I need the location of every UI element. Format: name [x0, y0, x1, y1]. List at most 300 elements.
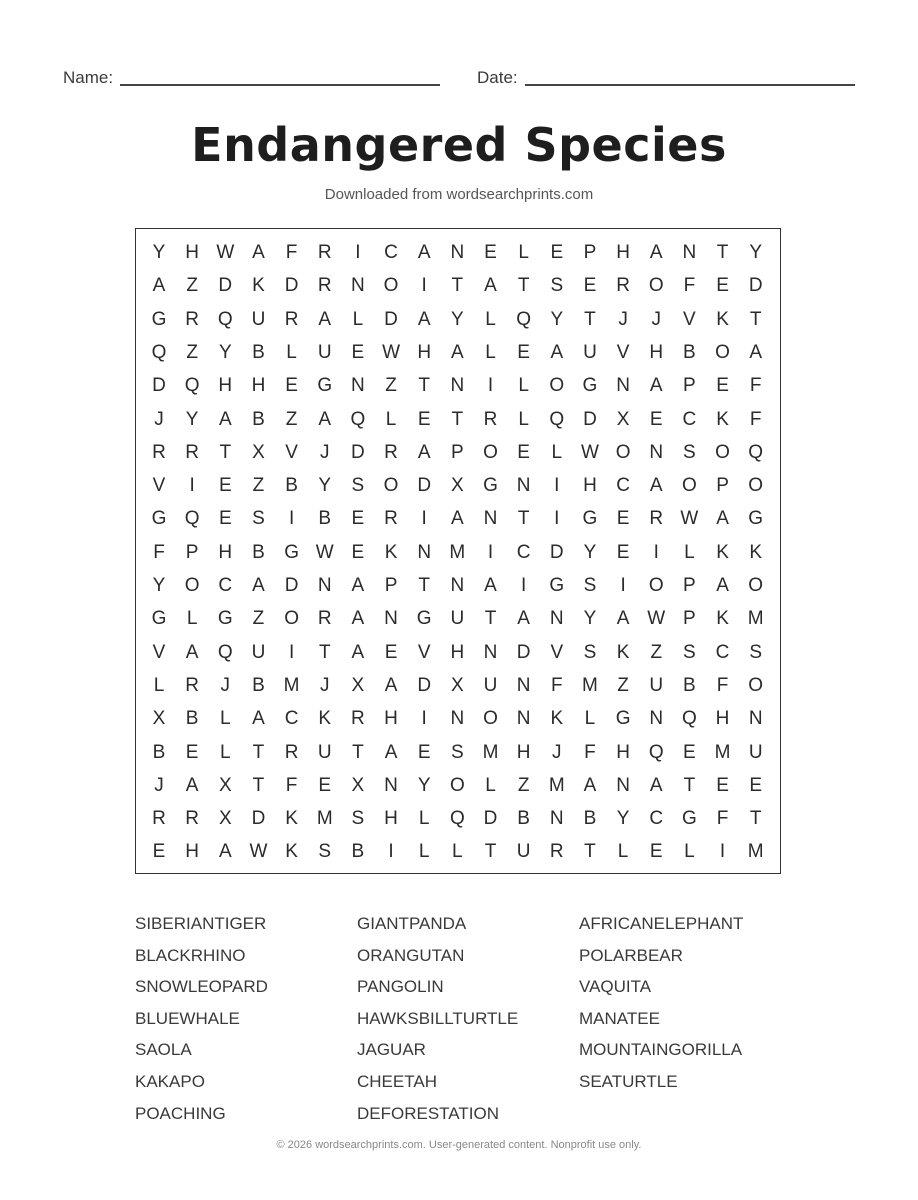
- grid-letter[interactable]: E: [484, 242, 497, 263]
- grid-letter[interactable]: R: [185, 808, 199, 830]
- grid-letter[interactable]: G: [151, 508, 167, 530]
- grid-letter[interactable]: N: [483, 641, 498, 663]
- grid-letter[interactable]: M: [283, 674, 300, 696]
- grid-letter[interactable]: P: [716, 475, 729, 497]
- grid-letter[interactable]: I: [487, 541, 494, 563]
- grid-letter[interactable]: L: [418, 808, 430, 830]
- grid-letter[interactable]: L: [518, 242, 529, 263]
- grid-letter[interactable]: J: [154, 408, 164, 430]
- grid-letter[interactable]: G: [151, 308, 167, 330]
- grid-letter[interactable]: D: [152, 375, 166, 397]
- grid-letter[interactable]: V: [152, 475, 166, 497]
- grid-letter[interactable]: Q: [748, 441, 764, 463]
- grid-letter[interactable]: N: [417, 541, 432, 563]
- grid-letter[interactable]: G: [416, 608, 432, 630]
- grid-letter[interactable]: R: [549, 841, 564, 863]
- grid-letter[interactable]: G: [317, 375, 333, 397]
- grid-letter[interactable]: V: [616, 341, 630, 363]
- grid-letter[interactable]: J: [220, 674, 231, 696]
- grid-letter[interactable]: N: [351, 275, 365, 297]
- grid-letter[interactable]: G: [582, 508, 598, 530]
- grid-letter[interactable]: T: [584, 841, 596, 863]
- grid-letter[interactable]: R: [616, 275, 630, 297]
- grid-letter[interactable]: Q: [217, 641, 233, 663]
- grid-letter[interactable]: X: [152, 708, 166, 730]
- grid-letter[interactable]: B: [252, 541, 265, 563]
- grid-letter[interactable]: I: [521, 575, 527, 596]
- grid-letter[interactable]: G: [549, 575, 565, 596]
- grid-letter[interactable]: L: [153, 674, 165, 696]
- grid-letter[interactable]: K: [716, 408, 729, 430]
- grid-letter[interactable]: I: [653, 541, 659, 563]
- grid-letter[interactable]: N: [616, 375, 630, 397]
- grid-letter[interactable]: A: [351, 608, 365, 630]
- grid-letter[interactable]: S: [351, 808, 365, 830]
- grid-letter[interactable]: S: [683, 641, 696, 663]
- grid-letter[interactable]: N: [384, 608, 398, 630]
- grid-letter[interactable]: A: [351, 641, 365, 663]
- grid-letter[interactable]: F: [716, 808, 729, 830]
- grid-letter[interactable]: S: [749, 641, 763, 663]
- grid-letter[interactable]: Y: [616, 808, 630, 830]
- grid-letter[interactable]: M: [582, 674, 598, 696]
- grid-letter[interactable]: T: [451, 408, 464, 430]
- grid-letter[interactable]: H: [384, 708, 398, 730]
- grid-letter[interactable]: N: [450, 375, 465, 397]
- grid-letter[interactable]: M: [482, 741, 499, 763]
- grid-letter[interactable]: D: [583, 408, 597, 430]
- grid-letter[interactable]: C: [516, 541, 531, 563]
- grid-letter[interactable]: E: [218, 508, 232, 530]
- grid-letter[interactable]: E: [218, 475, 232, 497]
- grid-letter[interactable]: T: [252, 774, 265, 796]
- grid-letter[interactable]: D: [284, 575, 299, 596]
- grid-letter[interactable]: T: [352, 741, 364, 763]
- grid-letter[interactable]: W: [580, 441, 599, 463]
- grid-letter[interactable]: L: [584, 708, 596, 730]
- grid-letter[interactable]: U: [317, 341, 332, 363]
- grid-letter[interactable]: B: [252, 341, 265, 363]
- grid-letter[interactable]: E: [185, 741, 199, 763]
- grid-letter[interactable]: S: [683, 441, 696, 463]
- grid-letter[interactable]: F: [285, 774, 298, 796]
- grid-letter[interactable]: I: [554, 508, 560, 530]
- grid-letter[interactable]: A: [583, 774, 597, 796]
- grid-letter[interactable]: Z: [252, 608, 265, 630]
- grid-letter[interactable]: T: [219, 441, 232, 463]
- grid-letter[interactable]: W: [647, 608, 666, 630]
- grid-letter[interactable]: L: [551, 441, 563, 463]
- grid-letter[interactable]: N: [682, 242, 697, 263]
- grid-letter[interactable]: R: [284, 741, 299, 763]
- grid-letter[interactable]: H: [583, 475, 597, 497]
- grid-letter[interactable]: A: [517, 608, 530, 630]
- grid-letter[interactable]: H: [715, 708, 730, 730]
- grid-letter[interactable]: E: [683, 741, 696, 763]
- grid-letter[interactable]: D: [549, 541, 564, 563]
- grid-letter[interactable]: O: [748, 674, 764, 696]
- grid-letter[interactable]: U: [251, 641, 266, 663]
- grid-letter[interactable]: K: [318, 708, 332, 730]
- grid-letter[interactable]: Z: [285, 408, 298, 430]
- grid-letter[interactable]: N: [748, 708, 763, 730]
- grid-letter[interactable]: O: [549, 375, 565, 397]
- grid-letter[interactable]: E: [351, 341, 365, 363]
- grid-letter[interactable]: R: [185, 441, 199, 463]
- grid-letter[interactable]: G: [217, 608, 233, 630]
- grid-letter[interactable]: U: [483, 674, 498, 696]
- grid-letter[interactable]: J: [320, 441, 330, 463]
- grid-letter[interactable]: Q: [516, 308, 532, 330]
- grid-letter[interactable]: K: [716, 308, 729, 330]
- grid-letter[interactable]: B: [185, 708, 199, 730]
- grid-letter[interactable]: L: [452, 841, 463, 863]
- grid-letter[interactable]: D: [384, 308, 398, 330]
- grid-letter[interactable]: F: [749, 408, 762, 430]
- grid-letter[interactable]: H: [516, 741, 531, 763]
- grid-letter[interactable]: L: [684, 541, 695, 563]
- grid-letter[interactable]: E: [716, 774, 729, 796]
- grid-letter[interactable]: A: [417, 308, 431, 330]
- grid-letter[interactable]: P: [683, 608, 696, 630]
- grid-letter[interactable]: A: [384, 741, 398, 763]
- grid-letter[interactable]: O: [483, 708, 498, 730]
- grid-letter[interactable]: A: [185, 774, 199, 796]
- grid-letter[interactable]: D: [417, 475, 432, 497]
- grid-letter[interactable]: A: [484, 575, 497, 596]
- grid-letter[interactable]: I: [288, 641, 295, 663]
- grid-letter[interactable]: O: [184, 575, 200, 596]
- grid-letter[interactable]: S: [451, 741, 464, 763]
- grid-letter[interactable]: I: [487, 375, 494, 397]
- grid-letter[interactable]: M: [747, 608, 764, 630]
- grid-letter[interactable]: C: [682, 408, 697, 430]
- grid-letter[interactable]: D: [483, 808, 498, 830]
- grid-letter[interactable]: P: [583, 242, 597, 263]
- grid-letter[interactable]: N: [549, 808, 564, 830]
- grid-letter[interactable]: A: [417, 242, 431, 263]
- grid-letter[interactable]: C: [284, 708, 299, 730]
- grid-letter[interactable]: B: [517, 808, 530, 830]
- grid-letter[interactable]: A: [152, 275, 166, 297]
- grid-letter[interactable]: A: [351, 575, 365, 596]
- grid-letter[interactable]: N: [450, 575, 465, 596]
- grid-letter[interactable]: H: [218, 541, 233, 563]
- grid-letter[interactable]: B: [252, 408, 265, 430]
- grid-letter[interactable]: A: [649, 375, 663, 397]
- grid-letter[interactable]: T: [517, 508, 530, 530]
- grid-letter[interactable]: R: [317, 242, 332, 263]
- grid-letter[interactable]: V: [285, 441, 298, 463]
- grid-letter[interactable]: I: [388, 841, 394, 863]
- grid-letter[interactable]: Q: [648, 741, 664, 763]
- grid-letter[interactable]: Q: [184, 375, 200, 397]
- grid-letter[interactable]: W: [315, 541, 334, 563]
- grid-letter[interactable]: S: [351, 475, 365, 497]
- grid-letter[interactable]: G: [682, 808, 697, 830]
- grid-letter[interactable]: G: [284, 541, 299, 563]
- grid-letter[interactable]: N: [450, 242, 465, 263]
- grid-letter[interactable]: V: [683, 308, 696, 330]
- grid-letter[interactable]: N: [450, 708, 465, 730]
- grid-letter[interactable]: R: [152, 441, 166, 463]
- grid-letter[interactable]: X: [451, 475, 464, 497]
- grid-letter[interactable]: K: [749, 541, 763, 563]
- grid-letter[interactable]: B: [683, 341, 696, 363]
- grid-letter[interactable]: D: [351, 441, 365, 463]
- grid-letter[interactable]: N: [649, 441, 664, 463]
- grid-letter[interactable]: D: [748, 275, 763, 297]
- grid-letter[interactable]: R: [284, 308, 299, 330]
- grid-letter[interactable]: Z: [650, 641, 663, 663]
- grid-letter[interactable]: X: [451, 674, 464, 696]
- grid-letter[interactable]: L: [286, 341, 297, 363]
- grid-letter[interactable]: T: [484, 608, 497, 630]
- grid-letter[interactable]: I: [421, 508, 427, 530]
- grid-letter[interactable]: L: [485, 308, 496, 330]
- grid-letter[interactable]: A: [649, 242, 663, 263]
- grid-letter[interactable]: R: [152, 808, 166, 830]
- grid-letter[interactable]: Y: [583, 608, 597, 630]
- grid-letter[interactable]: H: [649, 341, 664, 363]
- grid-letter[interactable]: L: [617, 841, 629, 863]
- grid-letter[interactable]: A: [451, 508, 464, 530]
- grid-letter[interactable]: J: [552, 741, 562, 763]
- grid-letter[interactable]: Z: [186, 341, 198, 363]
- grid-letter[interactable]: W: [216, 242, 235, 263]
- grid-letter[interactable]: F: [550, 674, 563, 696]
- grid-letter[interactable]: E: [550, 242, 564, 263]
- grid-letter[interactable]: U: [251, 308, 266, 330]
- grid-letter[interactable]: O: [383, 275, 399, 297]
- grid-letter[interactable]: G: [582, 375, 598, 397]
- grid-letter[interactable]: K: [384, 541, 398, 563]
- grid-letter[interactable]: L: [485, 341, 496, 363]
- grid-letter[interactable]: X: [616, 408, 630, 430]
- grid-letter[interactable]: F: [683, 275, 696, 297]
- grid-letter[interactable]: H: [185, 242, 199, 263]
- grid-letter[interactable]: J: [320, 674, 330, 696]
- grid-letter[interactable]: O: [615, 441, 631, 463]
- grid-letter[interactable]: Z: [517, 774, 530, 796]
- grid-letter[interactable]: H: [616, 242, 630, 263]
- grid-letter[interactable]: Y: [417, 774, 431, 796]
- grid-letter[interactable]: L: [220, 708, 231, 730]
- grid-letter[interactable]: E: [285, 375, 298, 397]
- grid-letter[interactable]: K: [285, 808, 298, 830]
- grid-letter[interactable]: H: [218, 375, 233, 397]
- grid-letter[interactable]: L: [385, 408, 397, 430]
- grid-letter[interactable]: L: [684, 841, 695, 863]
- grid-letter[interactable]: A: [649, 774, 663, 796]
- grid-letter[interactable]: U: [516, 841, 531, 863]
- date-blank-line[interactable]: [525, 84, 855, 86]
- grid-letter[interactable]: P: [384, 575, 398, 596]
- grid-letter[interactable]: O: [715, 341, 730, 363]
- grid-letter[interactable]: Q: [217, 308, 233, 330]
- grid-letter[interactable]: Q: [184, 508, 200, 530]
- grid-letter[interactable]: X: [351, 774, 365, 796]
- grid-letter[interactable]: T: [749, 808, 762, 830]
- grid-letter[interactable]: O: [449, 774, 465, 796]
- grid-letter[interactable]: O: [682, 475, 697, 497]
- grid-letter[interactable]: N: [516, 708, 531, 730]
- grid-letter[interactable]: O: [383, 475, 399, 497]
- grid-letter[interactable]: E: [583, 275, 597, 297]
- grid-letter[interactable]: K: [252, 275, 265, 297]
- grid-letter[interactable]: K: [285, 841, 298, 863]
- grid-letter[interactable]: Z: [186, 275, 198, 297]
- grid-letter[interactable]: T: [252, 741, 265, 763]
- grid-letter[interactable]: K: [716, 608, 729, 630]
- grid-letter[interactable]: G: [483, 475, 498, 497]
- grid-letter[interactable]: I: [288, 508, 295, 530]
- grid-letter[interactable]: O: [483, 441, 498, 463]
- grid-letter[interactable]: Z: [617, 674, 629, 696]
- grid-letter[interactable]: D: [251, 808, 266, 830]
- grid-letter[interactable]: X: [218, 808, 232, 830]
- grid-letter[interactable]: M: [449, 541, 466, 563]
- grid-letter[interactable]: D: [516, 641, 531, 663]
- grid-letter[interactable]: R: [384, 441, 398, 463]
- grid-letter[interactable]: T: [683, 774, 696, 796]
- grid-letter[interactable]: A: [318, 308, 332, 330]
- grid-letter[interactable]: F: [584, 741, 596, 763]
- grid-letter[interactable]: A: [252, 242, 265, 263]
- grid-letter[interactable]: J: [651, 308, 661, 330]
- grid-letter[interactable]: Y: [152, 575, 166, 596]
- grid-letter[interactable]: C: [218, 575, 233, 596]
- grid-letter[interactable]: W: [382, 341, 401, 363]
- grid-letter[interactable]: Q: [549, 408, 565, 430]
- grid-letter[interactable]: A: [318, 408, 332, 430]
- grid-letter[interactable]: Y: [152, 242, 166, 263]
- grid-letter[interactable]: S: [550, 275, 564, 297]
- grid-letter[interactable]: E: [318, 774, 332, 796]
- grid-letter[interactable]: S: [252, 508, 265, 530]
- grid-letter[interactable]: E: [517, 441, 530, 463]
- grid-letter[interactable]: E: [417, 408, 431, 430]
- grid-letter[interactable]: C: [715, 641, 730, 663]
- grid-letter[interactable]: O: [715, 441, 730, 463]
- grid-letter[interactable]: R: [185, 674, 199, 696]
- grid-letter[interactable]: Z: [252, 475, 265, 497]
- grid-letter[interactable]: B: [285, 475, 298, 497]
- grid-letter[interactable]: U: [748, 741, 763, 763]
- grid-letter[interactable]: A: [484, 275, 497, 297]
- grid-letter[interactable]: J: [618, 308, 628, 330]
- grid-letter[interactable]: R: [317, 275, 332, 297]
- grid-letter[interactable]: U: [583, 341, 597, 363]
- grid-letter[interactable]: T: [451, 275, 464, 297]
- grid-letter[interactable]: H: [185, 841, 199, 863]
- grid-letter[interactable]: Y: [218, 341, 232, 363]
- grid-letter[interactable]: T: [418, 575, 430, 596]
- grid-letter[interactable]: R: [483, 408, 498, 430]
- grid-letter[interactable]: A: [616, 608, 630, 630]
- grid-letter[interactable]: P: [683, 575, 696, 596]
- grid-letter[interactable]: H: [384, 808, 398, 830]
- grid-letter[interactable]: A: [649, 475, 663, 497]
- grid-letter[interactable]: E: [749, 774, 763, 796]
- grid-letter[interactable]: Y: [749, 242, 763, 263]
- grid-letter[interactable]: I: [189, 475, 195, 497]
- grid-letter[interactable]: H: [450, 641, 465, 663]
- grid-letter[interactable]: R: [351, 708, 365, 730]
- grid-letter[interactable]: N: [516, 674, 531, 696]
- grid-letter[interactable]: U: [317, 741, 332, 763]
- grid-letter[interactable]: Q: [682, 708, 697, 730]
- grid-letter[interactable]: Y: [550, 308, 564, 330]
- grid-letter[interactable]: N: [649, 708, 664, 730]
- grid-letter[interactable]: A: [185, 641, 199, 663]
- grid-letter[interactable]: B: [152, 741, 166, 763]
- grid-letter[interactable]: B: [252, 674, 265, 696]
- grid-letter[interactable]: I: [421, 275, 427, 297]
- grid-letter[interactable]: E: [649, 408, 663, 430]
- grid-letter[interactable]: M: [316, 808, 333, 830]
- grid-letter[interactable]: E: [517, 341, 530, 363]
- grid-letter[interactable]: O: [748, 475, 764, 497]
- grid-letter[interactable]: A: [716, 508, 729, 530]
- grid-letter[interactable]: E: [649, 841, 663, 863]
- grid-letter[interactable]: X: [351, 674, 365, 696]
- grid-letter[interactable]: V: [152, 641, 166, 663]
- grid-letter[interactable]: B: [683, 674, 696, 696]
- grid-letter[interactable]: A: [550, 341, 564, 363]
- grid-letter[interactable]: F: [716, 674, 729, 696]
- grid-letter[interactable]: O: [648, 275, 664, 297]
- grid-letter[interactable]: E: [716, 275, 729, 297]
- grid-letter[interactable]: F: [749, 375, 762, 397]
- grid-letter[interactable]: G: [615, 708, 631, 730]
- grid-letter[interactable]: U: [649, 674, 664, 696]
- grid-letter[interactable]: H: [417, 341, 432, 363]
- grid-letter[interactable]: J: [154, 774, 164, 796]
- grid-letter[interactable]: S: [583, 575, 597, 596]
- grid-letter[interactable]: F: [153, 541, 165, 563]
- grid-letter[interactable]: L: [518, 375, 529, 397]
- grid-letter[interactable]: T: [716, 242, 729, 263]
- grid-letter[interactable]: T: [749, 308, 762, 330]
- grid-letter[interactable]: V: [417, 641, 431, 663]
- grid-letter[interactable]: T: [484, 841, 497, 863]
- grid-letter[interactable]: C: [649, 808, 664, 830]
- name-blank-line[interactable]: [120, 84, 440, 86]
- grid-letter[interactable]: C: [616, 475, 630, 497]
- grid-letter[interactable]: N: [317, 575, 332, 596]
- grid-letter[interactable]: F: [285, 242, 298, 263]
- grid-letter[interactable]: P: [185, 541, 199, 563]
- grid-letter[interactable]: H: [251, 375, 266, 397]
- grid-letter[interactable]: V: [550, 641, 564, 663]
- grid-letter[interactable]: W: [249, 841, 268, 863]
- grid-letter[interactable]: G: [151, 608, 167, 630]
- grid-letter[interactable]: X: [252, 441, 265, 463]
- grid-letter[interactable]: M: [714, 741, 731, 763]
- grid-letter[interactable]: T: [517, 275, 530, 297]
- grid-letter[interactable]: I: [421, 708, 427, 730]
- grid-letter[interactable]: U: [450, 608, 465, 630]
- grid-letter[interactable]: E: [616, 541, 630, 563]
- grid-letter[interactable]: A: [252, 575, 265, 596]
- grid-letter[interactable]: Y: [318, 475, 332, 497]
- grid-letter[interactable]: M: [747, 841, 764, 863]
- grid-letter[interactable]: O: [648, 575, 664, 596]
- grid-letter[interactable]: Q: [151, 341, 167, 363]
- grid-letter[interactable]: A: [218, 408, 232, 430]
- grid-letter[interactable]: A: [384, 674, 398, 696]
